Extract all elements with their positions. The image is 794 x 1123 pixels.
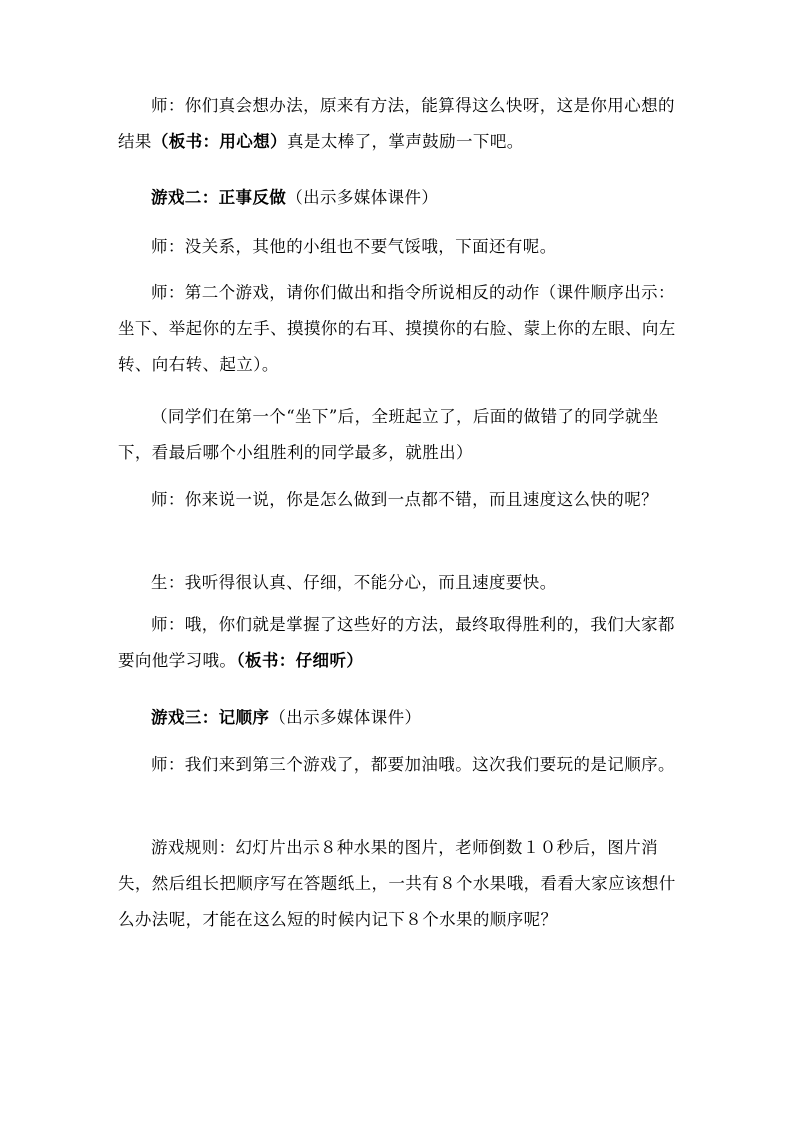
text-run: 游戏规则：幻灯片出示８种水果的图片，老师倒数１０秒后，图片消失，然后组长把顺序写在答题纸上，一共有８个水果哦，看看大家应该想什么办法呢，才能在这么短的时候内记下８个水果的顺序呢？	[118, 838, 676, 929]
paragraph-teacher-question	[118, 482, 683, 518]
text-run: 真是太棒了，掌声鼓励一下吧。	[287, 132, 524, 151]
text-run: 师：哦，你们就是掌握了这些好的方法，最终取得胜利的，我们大家都要向他学习哦。	[118, 615, 675, 670]
game-three-heading	[118, 700, 683, 736]
text-run: （出示多媒体课件）	[269, 708, 422, 727]
paragraph-game-two-note	[118, 399, 683, 471]
text-run: （同学们在第一个“坐下”后，全班起立了，后面的做错了的同学就坐下，看最后哪个小组胜利的同学最多，就胜出）	[118, 407, 659, 462]
text-run: 师：第二个游戏，请你们做出和指令所说相反的动作（课件顺序出示：坐下、举起你的左手、摸摸你的右耳、摸摸你的右脸、蒙上你的左眼、向左转、向右转、起立）。	[118, 283, 676, 374]
text-run: （出示多媒体课件）	[286, 188, 439, 207]
text-run: 师：没关系，其他的小组也不要气馁哦，下面还有呢。	[151, 237, 557, 256]
paragraph-game-rules	[118, 830, 683, 938]
paragraph-teacher-summary	[118, 607, 683, 679]
board-note-bold: （板书：用心想）	[151, 132, 288, 151]
text-run: 师：你来说一说，你是怎么做到一点都不错，而且速度这么快的呢？	[151, 490, 658, 509]
paragraph-game-two-instructions	[118, 275, 683, 383]
paragraph-game-three-intro	[118, 747, 683, 783]
paragraph-teacher-encourage	[118, 229, 683, 265]
paragraph-student-answer	[118, 565, 683, 601]
heading-bold: 游戏二：正事反做	[151, 188, 287, 207]
text-run: 生：我听得很认真、仔细，不能分心，而且速度要快。	[151, 573, 557, 592]
text-run: 师：你们真会想办法，原来有方法，能算得这么快呀，这是你用心想的结果	[118, 96, 675, 151]
board-note-bold: （板书：仔细听）	[236, 651, 364, 670]
heading-bold: 游戏三：记顺序	[151, 708, 270, 727]
text-run: 师：我们来到第三个游戏了，都要加油哦。这次我们要玩的是记顺序。	[151, 755, 675, 774]
game-two-heading	[118, 180, 683, 216]
paragraph-teacher-praise	[118, 88, 683, 160]
